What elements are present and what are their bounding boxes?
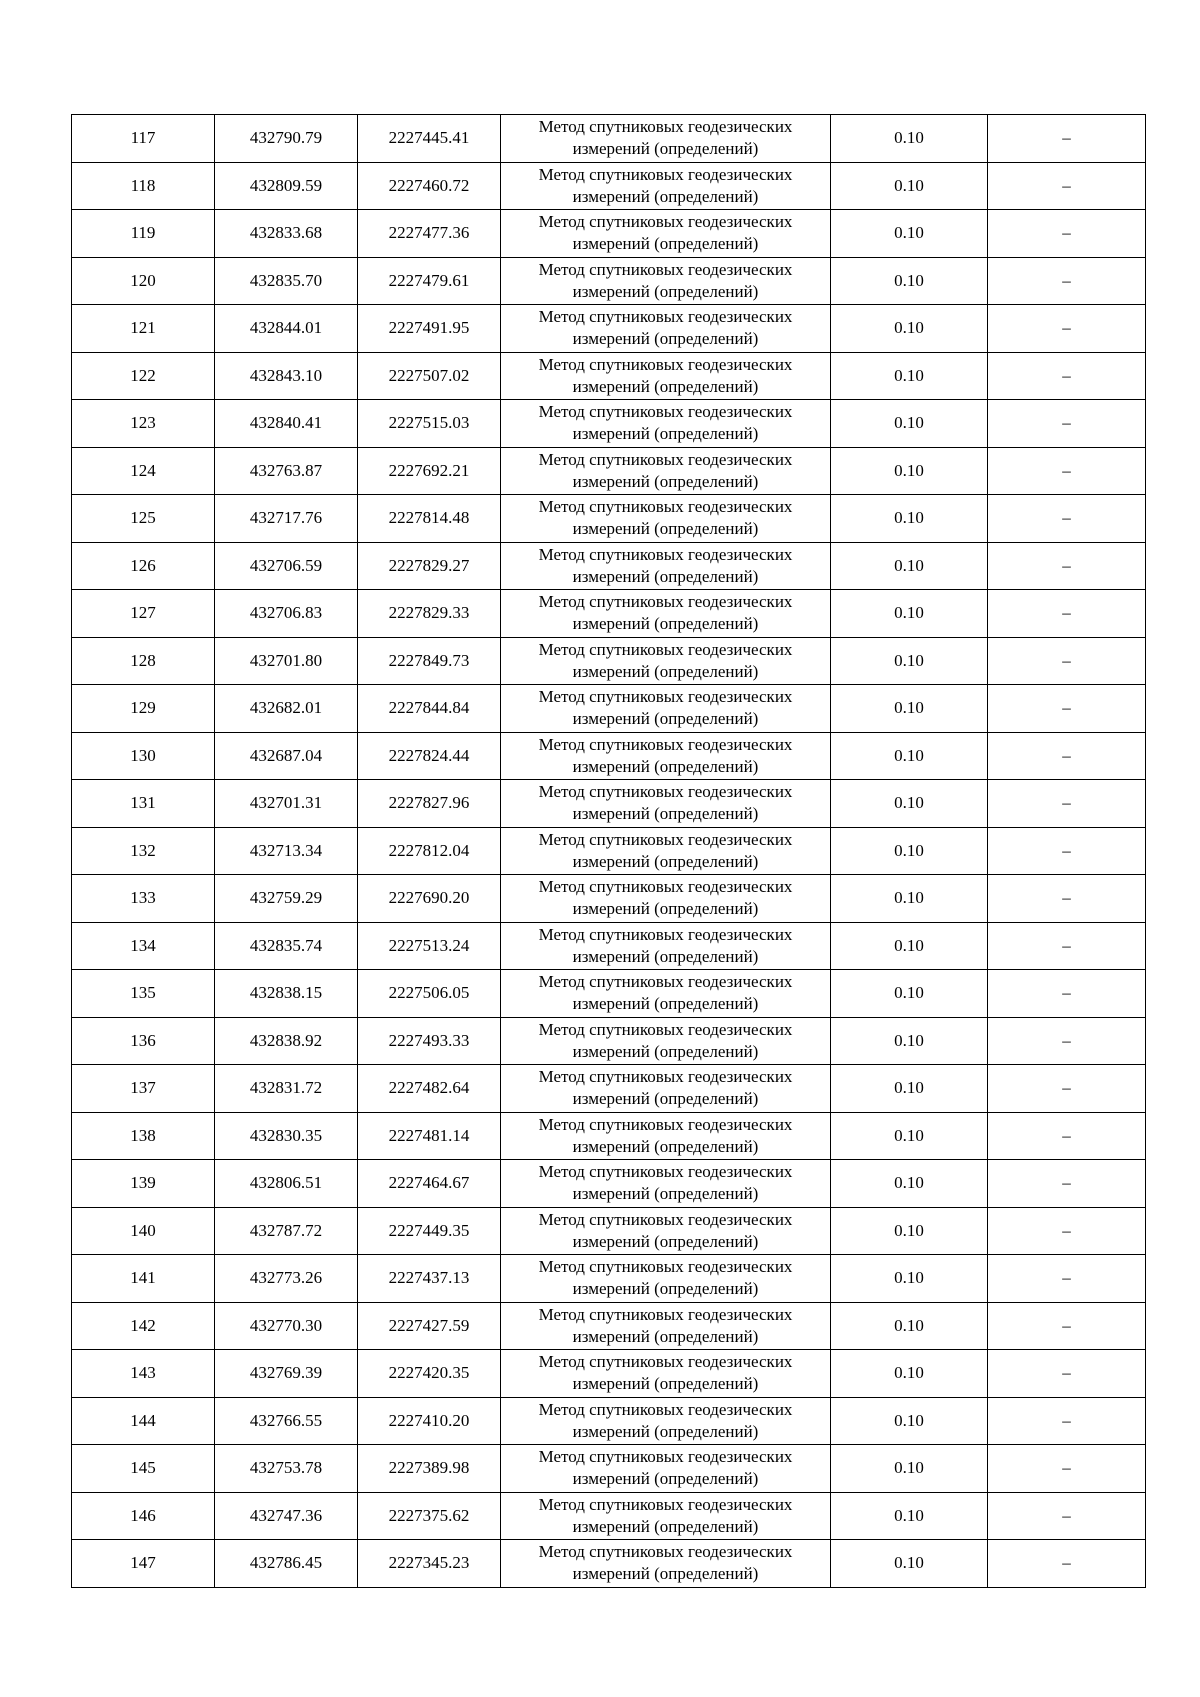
- table-row: [72, 257, 1146, 305]
- y-coordinate-cell: 2227345.23: [358, 1540, 501, 1588]
- table-row: [72, 1255, 1146, 1303]
- x-coordinate-cell: 432830.35: [215, 1112, 358, 1160]
- table-row: [72, 1017, 1146, 1065]
- accuracy-cell: 0.10: [831, 1302, 988, 1350]
- accuracy-cell: 0.10: [831, 495, 988, 543]
- accuracy-cell: 0.10: [831, 1160, 988, 1208]
- table-row: [72, 875, 1146, 923]
- note-cell: –: [988, 115, 1146, 163]
- table-row: [72, 542, 1146, 590]
- x-coordinate-cell: 432766.55: [215, 1397, 358, 1445]
- x-coordinate-cell: 432787.72: [215, 1207, 358, 1255]
- method-cell: Метод спутниковых геодезических измерений (определений): [501, 1160, 831, 1208]
- method-cell: Метод спутниковых геодезических измерений (определений): [501, 305, 831, 353]
- note-cell: –: [988, 1017, 1146, 1065]
- x-coordinate-cell: 432769.39: [215, 1350, 358, 1398]
- table-row: [72, 827, 1146, 875]
- note-cell: –: [988, 400, 1146, 448]
- accuracy-cell: 0.10: [831, 1255, 988, 1303]
- table-row: [72, 637, 1146, 685]
- point-number-cell: 120: [72, 257, 215, 305]
- method-cell: Метод спутниковых геодезических измерений (определений): [501, 352, 831, 400]
- table-row: [72, 305, 1146, 353]
- point-number-cell: 137: [72, 1065, 215, 1113]
- x-coordinate-cell: 432786.45: [215, 1540, 358, 1588]
- note-cell: –: [988, 210, 1146, 258]
- point-number-cell: 142: [72, 1302, 215, 1350]
- accuracy-cell: 0.10: [831, 1540, 988, 1588]
- point-number-cell: 136: [72, 1017, 215, 1065]
- y-coordinate-cell: 2227493.33: [358, 1017, 501, 1065]
- x-coordinate-cell: 432773.26: [215, 1255, 358, 1303]
- x-coordinate-cell: 432831.72: [215, 1065, 358, 1113]
- note-cell: –: [988, 780, 1146, 828]
- point-number-cell: 133: [72, 875, 215, 923]
- y-coordinate-cell: 2227844.84: [358, 685, 501, 733]
- point-number-cell: 124: [72, 447, 215, 495]
- x-coordinate-cell: 432835.70: [215, 257, 358, 305]
- note-cell: –: [988, 1255, 1146, 1303]
- x-coordinate-cell: 432682.01: [215, 685, 358, 733]
- point-number-cell: 139: [72, 1160, 215, 1208]
- note-cell: –: [988, 1540, 1146, 1588]
- point-number-cell: 134: [72, 922, 215, 970]
- method-cell: Метод спутниковых геодезических измерений (определений): [501, 1445, 831, 1493]
- note-cell: –: [988, 257, 1146, 305]
- y-coordinate-cell: 2227814.48: [358, 495, 501, 543]
- table-row: [72, 115, 1146, 163]
- table-row: [72, 970, 1146, 1018]
- method-cell: Метод спутниковых геодезических измерений (определений): [501, 447, 831, 495]
- accuracy-cell: 0.10: [831, 875, 988, 923]
- table-row: [72, 1112, 1146, 1160]
- method-cell: Метод спутниковых геодезических измерений (определений): [501, 210, 831, 258]
- accuracy-cell: 0.10: [831, 637, 988, 685]
- point-number-cell: 140: [72, 1207, 215, 1255]
- note-cell: –: [988, 162, 1146, 210]
- x-coordinate-cell: 432747.36: [215, 1492, 358, 1540]
- point-number-cell: 141: [72, 1255, 215, 1303]
- accuracy-cell: 0.10: [831, 1492, 988, 1540]
- accuracy-cell: 0.10: [831, 115, 988, 163]
- table-row: [72, 162, 1146, 210]
- method-cell: Метод спутниковых геодезических измерений (определений): [501, 1207, 831, 1255]
- y-coordinate-cell: 2227491.95: [358, 305, 501, 353]
- note-cell: –: [988, 922, 1146, 970]
- note-cell: –: [988, 352, 1146, 400]
- point-number-cell: 138: [72, 1112, 215, 1160]
- accuracy-cell: 0.10: [831, 1207, 988, 1255]
- table-row: [72, 495, 1146, 543]
- table-row: [72, 1492, 1146, 1540]
- point-number-cell: 127: [72, 590, 215, 638]
- note-cell: –: [988, 637, 1146, 685]
- method-cell: Метод спутниковых геодезических измерений (определений): [501, 685, 831, 733]
- x-coordinate-cell: 432838.15: [215, 970, 358, 1018]
- table-row: [72, 1350, 1146, 1398]
- note-cell: –: [988, 970, 1146, 1018]
- note-cell: –: [988, 827, 1146, 875]
- accuracy-cell: 0.10: [831, 590, 988, 638]
- table-row: [72, 1540, 1146, 1588]
- accuracy-cell: 0.10: [831, 1445, 988, 1493]
- accuracy-cell: 0.10: [831, 400, 988, 448]
- point-number-cell: 129: [72, 685, 215, 733]
- point-number-cell: 122: [72, 352, 215, 400]
- method-cell: Метод спутниковых геодезических измерений (определений): [501, 590, 831, 638]
- x-coordinate-cell: 432706.59: [215, 542, 358, 590]
- method-cell: Метод спутниковых геодезических измерений (определений): [501, 637, 831, 685]
- table-row: [72, 1160, 1146, 1208]
- note-cell: –: [988, 875, 1146, 923]
- x-coordinate-cell: 432770.30: [215, 1302, 358, 1350]
- accuracy-cell: 0.10: [831, 542, 988, 590]
- method-cell: Метод спутниковых геодезических измерений (определений): [501, 1065, 831, 1113]
- point-number-cell: 131: [72, 780, 215, 828]
- method-cell: Метод спутниковых геодезических измерений (определений): [501, 1540, 831, 1588]
- note-cell: –: [988, 447, 1146, 495]
- y-coordinate-cell: 2227427.59: [358, 1302, 501, 1350]
- table-row: [72, 210, 1146, 258]
- x-coordinate-cell: 432713.34: [215, 827, 358, 875]
- y-coordinate-cell: 2227482.64: [358, 1065, 501, 1113]
- point-number-cell: 117: [72, 115, 215, 163]
- accuracy-cell: 0.10: [831, 1397, 988, 1445]
- table-row: [72, 590, 1146, 638]
- method-cell: Метод спутниковых геодезических измерений (определений): [501, 1397, 831, 1445]
- accuracy-cell: 0.10: [831, 447, 988, 495]
- table-row: [72, 922, 1146, 970]
- note-cell: –: [988, 1160, 1146, 1208]
- method-cell: Метод спутниковых геодезических измерений (определений): [501, 162, 831, 210]
- method-cell: Метод спутниковых геодезических измерений (определений): [501, 115, 831, 163]
- point-number-cell: 123: [72, 400, 215, 448]
- y-coordinate-cell: 2227507.02: [358, 352, 501, 400]
- y-coordinate-cell: 2227481.14: [358, 1112, 501, 1160]
- x-coordinate-cell: 432753.78: [215, 1445, 358, 1493]
- note-cell: –: [988, 495, 1146, 543]
- table-row: [72, 1302, 1146, 1350]
- y-coordinate-cell: 2227849.73: [358, 637, 501, 685]
- method-cell: Метод спутниковых геодезических измерений (определений): [501, 1112, 831, 1160]
- x-coordinate-cell: 432717.76: [215, 495, 358, 543]
- table-row: [72, 400, 1146, 448]
- accuracy-cell: 0.10: [831, 685, 988, 733]
- method-cell: Метод спутниковых геодезических измерений (определений): [501, 1492, 831, 1540]
- x-coordinate-cell: 432687.04: [215, 732, 358, 780]
- y-coordinate-cell: 2227477.36: [358, 210, 501, 258]
- x-coordinate-cell: 432843.10: [215, 352, 358, 400]
- x-coordinate-cell: 432844.01: [215, 305, 358, 353]
- y-coordinate-cell: 2227449.35: [358, 1207, 501, 1255]
- method-cell: Метод спутниковых геодезических измерений (определений): [501, 400, 831, 448]
- accuracy-cell: 0.10: [831, 1112, 988, 1160]
- accuracy-cell: 0.10: [831, 970, 988, 1018]
- point-number-cell: 119: [72, 210, 215, 258]
- x-coordinate-cell: 432806.51: [215, 1160, 358, 1208]
- x-coordinate-cell: 432835.74: [215, 922, 358, 970]
- point-number-cell: 130: [72, 732, 215, 780]
- y-coordinate-cell: 2227515.03: [358, 400, 501, 448]
- table-row: [72, 732, 1146, 780]
- note-cell: –: [988, 685, 1146, 733]
- method-cell: Метод спутниковых геодезических измерений (определений): [501, 1350, 831, 1398]
- point-number-cell: 143: [72, 1350, 215, 1398]
- x-coordinate-cell: 432763.87: [215, 447, 358, 495]
- y-coordinate-cell: 2227824.44: [358, 732, 501, 780]
- table-body: [72, 115, 1146, 1588]
- y-coordinate-cell: 2227506.05: [358, 970, 501, 1018]
- y-coordinate-cell: 2227690.20: [358, 875, 501, 923]
- method-cell: Метод спутниковых геодезических измерений (определений): [501, 1017, 831, 1065]
- note-cell: –: [988, 1065, 1146, 1113]
- note-cell: –: [988, 542, 1146, 590]
- accuracy-cell: 0.10: [831, 162, 988, 210]
- table-row: [72, 1207, 1146, 1255]
- note-cell: –: [988, 732, 1146, 780]
- method-cell: Метод спутниковых геодезических измерений (определений): [501, 827, 831, 875]
- x-coordinate-cell: 432701.80: [215, 637, 358, 685]
- y-coordinate-cell: 2227692.21: [358, 447, 501, 495]
- point-number-cell: 121: [72, 305, 215, 353]
- y-coordinate-cell: 2227445.41: [358, 115, 501, 163]
- point-number-cell: 146: [72, 1492, 215, 1540]
- method-cell: Метод спутниковых геодезических измерений (определений): [501, 780, 831, 828]
- y-coordinate-cell: 2227829.27: [358, 542, 501, 590]
- y-coordinate-cell: 2227827.96: [358, 780, 501, 828]
- method-cell: Метод спутниковых геодезических измерений (определений): [501, 922, 831, 970]
- note-cell: –: [988, 1445, 1146, 1493]
- point-number-cell: 147: [72, 1540, 215, 1588]
- accuracy-cell: 0.10: [831, 257, 988, 305]
- method-cell: Метод спутниковых геодезических измерений (определений): [501, 1302, 831, 1350]
- y-coordinate-cell: 2227460.72: [358, 162, 501, 210]
- note-cell: –: [988, 1350, 1146, 1398]
- point-number-cell: 126: [72, 542, 215, 590]
- note-cell: –: [988, 1397, 1146, 1445]
- note-cell: –: [988, 1112, 1146, 1160]
- x-coordinate-cell: 432759.29: [215, 875, 358, 923]
- x-coordinate-cell: 432706.83: [215, 590, 358, 638]
- y-coordinate-cell: 2227389.98: [358, 1445, 501, 1493]
- method-cell: Метод спутниковых геодезических измерений (определений): [501, 1255, 831, 1303]
- x-coordinate-cell: 432840.41: [215, 400, 358, 448]
- method-cell: Метод спутниковых геодезических измерений (определений): [501, 732, 831, 780]
- y-coordinate-cell: 2227464.67: [358, 1160, 501, 1208]
- accuracy-cell: 0.10: [831, 732, 988, 780]
- note-cell: –: [988, 305, 1146, 353]
- accuracy-cell: 0.10: [831, 922, 988, 970]
- table-row: [72, 352, 1146, 400]
- point-number-cell: 145: [72, 1445, 215, 1493]
- table-row: [72, 447, 1146, 495]
- accuracy-cell: 0.10: [831, 1350, 988, 1398]
- note-cell: –: [988, 1492, 1146, 1540]
- note-cell: –: [988, 1302, 1146, 1350]
- point-number-cell: 128: [72, 637, 215, 685]
- table-row: [72, 1065, 1146, 1113]
- x-coordinate-cell: 432790.79: [215, 115, 358, 163]
- x-coordinate-cell: 432701.31: [215, 780, 358, 828]
- note-cell: –: [988, 1207, 1146, 1255]
- coordinates-table: [71, 114, 1146, 1588]
- method-cell: Метод спутниковых геодезических измерений (определений): [501, 542, 831, 590]
- y-coordinate-cell: 2227812.04: [358, 827, 501, 875]
- method-cell: Метод спутниковых геодезических измерений (определений): [501, 875, 831, 923]
- accuracy-cell: 0.10: [831, 210, 988, 258]
- y-coordinate-cell: 2227420.35: [358, 1350, 501, 1398]
- method-cell: Метод спутниковых геодезических измерений (определений): [501, 495, 831, 543]
- accuracy-cell: 0.10: [831, 1065, 988, 1113]
- x-coordinate-cell: 432809.59: [215, 162, 358, 210]
- point-number-cell: 144: [72, 1397, 215, 1445]
- accuracy-cell: 0.10: [831, 352, 988, 400]
- y-coordinate-cell: 2227479.61: [358, 257, 501, 305]
- table-row: [72, 1397, 1146, 1445]
- point-number-cell: 135: [72, 970, 215, 1018]
- method-cell: Метод спутниковых геодезических измерений (определений): [501, 970, 831, 1018]
- accuracy-cell: 0.10: [831, 780, 988, 828]
- y-coordinate-cell: 2227375.62: [358, 1492, 501, 1540]
- point-number-cell: 132: [72, 827, 215, 875]
- point-number-cell: 118: [72, 162, 215, 210]
- y-coordinate-cell: 2227437.13: [358, 1255, 501, 1303]
- accuracy-cell: 0.10: [831, 1017, 988, 1065]
- y-coordinate-cell: 2227513.24: [358, 922, 501, 970]
- method-cell: Метод спутниковых геодезических измерений (определений): [501, 257, 831, 305]
- x-coordinate-cell: 432838.92: [215, 1017, 358, 1065]
- y-coordinate-cell: 2227829.33: [358, 590, 501, 638]
- note-cell: –: [988, 590, 1146, 638]
- accuracy-cell: 0.10: [831, 305, 988, 353]
- accuracy-cell: 0.10: [831, 827, 988, 875]
- y-coordinate-cell: 2227410.20: [358, 1397, 501, 1445]
- table-row: [72, 685, 1146, 733]
- x-coordinate-cell: 432833.68: [215, 210, 358, 258]
- table-row: [72, 1445, 1146, 1493]
- point-number-cell: 125: [72, 495, 215, 543]
- table-row: [72, 780, 1146, 828]
